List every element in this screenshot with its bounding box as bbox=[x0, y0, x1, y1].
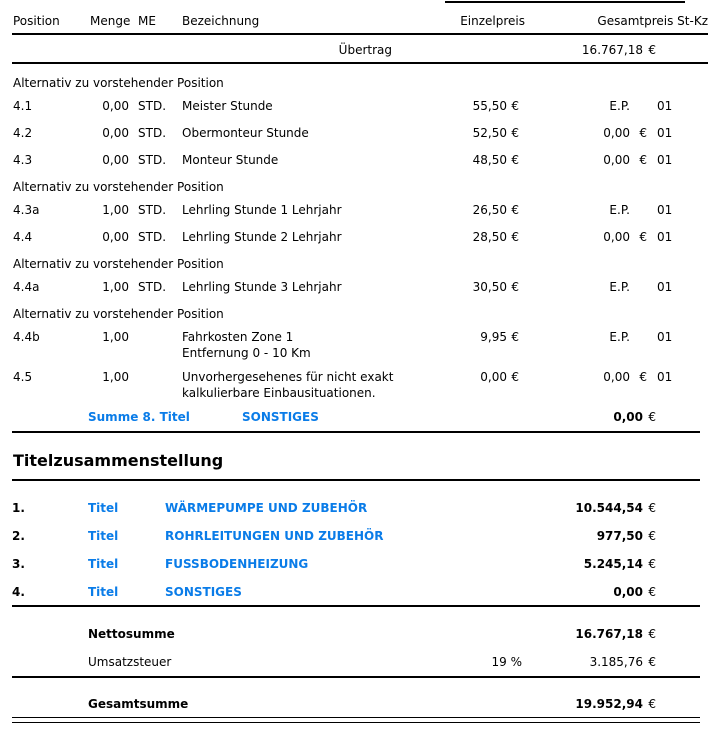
grand-total-currency: € bbox=[648, 697, 656, 711]
net-sum-amount: 16.767,18 bbox=[575, 627, 643, 641]
title-currency: € bbox=[648, 585, 656, 599]
title-summary-row bbox=[12, 556, 708, 572]
vat-amount: 3.185,76 bbox=[589, 655, 643, 669]
tax-code-cell: 01 bbox=[657, 203, 673, 217]
unit-price-currency: € bbox=[511, 280, 519, 294]
description-cell: Monteur Stunde bbox=[182, 153, 279, 167]
grand-total-label: Gesamtsumme bbox=[88, 697, 189, 711]
title-number: 2. bbox=[12, 529, 25, 543]
position-cell: 4.2 bbox=[13, 126, 33, 140]
vat-label: Umsatzsteuer bbox=[88, 655, 172, 669]
unit-cell: STD. bbox=[138, 126, 167, 140]
position-cell: 4.3 bbox=[13, 153, 33, 167]
unit-cell: STD. bbox=[138, 153, 167, 167]
unit-price-cell: 28,50 bbox=[472, 230, 507, 244]
total-price-cell: 0,00 bbox=[603, 370, 630, 384]
section-sum-label: Summe 8. Titel bbox=[88, 410, 190, 424]
title-amount: 977,50 bbox=[596, 529, 643, 543]
net-sum-label: Nettosumme bbox=[88, 627, 175, 641]
group-label: Alternativ zu vorstehender Position bbox=[13, 180, 224, 194]
position-cell: 4.1 bbox=[13, 99, 33, 113]
tax-code-cell: 01 bbox=[657, 153, 673, 167]
description-cell: Meister Stunde bbox=[182, 99, 273, 113]
summary-heading: Titelzusammenstellung bbox=[13, 451, 224, 470]
position-cell: 4.4a bbox=[13, 280, 40, 294]
total-price-cell: 0,00 bbox=[603, 230, 630, 244]
tax-code-cell: 01 bbox=[657, 370, 673, 384]
title-summary-rows bbox=[12, 500, 708, 600]
quantity-cell: 0,00 bbox=[102, 126, 129, 140]
quantity-cell: 1,00 bbox=[102, 280, 129, 294]
divider-line bbox=[12, 676, 700, 678]
unit-price-currency: € bbox=[511, 230, 519, 244]
section-sum-title: SONSTIGES bbox=[242, 410, 319, 424]
title-amount: 10.544,54 bbox=[575, 501, 643, 515]
title-label: Titel bbox=[88, 557, 119, 571]
invoice-content bbox=[12, 0, 708, 723]
quantity-cell: 1,00 bbox=[102, 330, 129, 344]
header-me: ME bbox=[138, 14, 156, 28]
total-price-currency: € bbox=[639, 153, 647, 167]
group-label-row bbox=[12, 256, 708, 272]
header-menge: Menge bbox=[90, 14, 131, 28]
title-label: Titel bbox=[88, 529, 119, 543]
quantity-cell: 0,00 bbox=[102, 230, 129, 244]
carryover-row bbox=[12, 35, 708, 64]
section-sum-currency: € bbox=[648, 410, 656, 424]
divider-line bbox=[12, 479, 700, 481]
carryover-currency: € bbox=[648, 42, 656, 57]
unit-cell: STD. bbox=[138, 203, 167, 217]
header-position: Position bbox=[13, 14, 60, 28]
section-sum-row bbox=[12, 409, 708, 425]
unit-price-cell: 48,50 bbox=[472, 153, 507, 167]
table-row bbox=[12, 98, 708, 114]
total-price-cell: E.P. bbox=[609, 330, 630, 344]
table-row bbox=[12, 329, 708, 361]
title-label: Titel bbox=[88, 501, 119, 515]
title-amount: 0,00 bbox=[613, 585, 643, 599]
tax-code-cell: 01 bbox=[657, 126, 673, 140]
vat-row bbox=[12, 654, 708, 670]
grand-total-row bbox=[12, 696, 708, 712]
tax-code-cell: 01 bbox=[657, 330, 673, 344]
title-amount: 5.245,14 bbox=[583, 557, 643, 571]
quantity-cell: 1,00 bbox=[102, 370, 129, 384]
unit-price-currency: € bbox=[511, 126, 519, 140]
group-label: Alternativ zu vorstehender Position bbox=[13, 257, 224, 271]
position-cell: 4.5 bbox=[13, 370, 33, 384]
description-cell: Obermonteur Stunde bbox=[182, 126, 309, 140]
title-currency: € bbox=[648, 529, 656, 543]
unit-price-cell: 30,50 bbox=[472, 280, 507, 294]
title-name: ROHRLEITUNGEN UND ZUBEHÖR bbox=[165, 529, 384, 543]
title-number: 3. bbox=[12, 557, 25, 571]
unit-price-currency: € bbox=[511, 153, 519, 167]
unit-price-currency: € bbox=[511, 203, 519, 217]
table-row bbox=[12, 279, 708, 295]
group-label-row bbox=[12, 306, 708, 322]
unit-cell: STD. bbox=[138, 99, 167, 113]
position-cell: 4.4 bbox=[13, 230, 33, 244]
table-row bbox=[12, 152, 708, 168]
grand-total-amount: 19.952,94 bbox=[575, 697, 643, 711]
title-name: WÄRMEPUMPE UND ZUBEHÖR bbox=[165, 501, 368, 515]
position-cell: 4.3a bbox=[13, 203, 40, 217]
table-row bbox=[12, 229, 708, 245]
carryover-amount: 16.767,18 bbox=[581, 42, 643, 57]
total-price-currency: € bbox=[639, 370, 647, 384]
position-cell: 4.4b bbox=[13, 330, 40, 344]
total-price-cell: E.P. bbox=[609, 280, 630, 294]
quantity-cell: 1,00 bbox=[102, 203, 129, 217]
group-label: Alternativ zu vorstehender Position bbox=[13, 76, 224, 90]
unit-price-cell: 26,50 bbox=[472, 203, 507, 217]
carryover-label: Übertrag bbox=[338, 42, 392, 57]
total-price-currency: € bbox=[639, 230, 647, 244]
title-currency: € bbox=[648, 557, 656, 571]
description-cell: Fahrkosten Zone 1 Entfernung 0 - 10 Km bbox=[182, 330, 311, 360]
vat-rate: 19 % bbox=[491, 655, 522, 669]
header-bezeichnung: Bezeichnung bbox=[182, 14, 260, 28]
title-number: 4. bbox=[12, 585, 25, 599]
tax-code-cell: 01 bbox=[657, 280, 673, 294]
title-summary-row bbox=[12, 584, 708, 600]
group-label-row bbox=[12, 179, 708, 195]
table-row bbox=[12, 125, 708, 141]
title-summary-row bbox=[12, 528, 708, 544]
header-einzelpreis: Einzelpreis bbox=[460, 14, 525, 28]
unit-cell: STD. bbox=[138, 280, 167, 294]
total-price-cell: E.P. bbox=[609, 203, 630, 217]
title-name: SONSTIGES bbox=[165, 585, 242, 599]
table-body bbox=[12, 75, 708, 401]
section-sum-labels bbox=[88, 409, 432, 425]
double-divider-line bbox=[12, 717, 700, 723]
total-price-cell: E.P. bbox=[609, 99, 630, 113]
table-header bbox=[12, 0, 708, 35]
title-summary-row bbox=[12, 500, 708, 516]
unit-price-currency: € bbox=[511, 330, 519, 344]
total-price-cell: 0,00 bbox=[603, 126, 630, 140]
description-cell: Unvorhergesehenes für nicht exakt kalkulierbare Einbausituationen. bbox=[182, 370, 394, 400]
tax-code-cell: 01 bbox=[657, 230, 673, 244]
unit-cell: STD. bbox=[138, 230, 167, 244]
group-label-row bbox=[12, 75, 708, 91]
title-number: 1. bbox=[12, 501, 25, 515]
description-cell: Lehrling Stunde 3 Lehrjahr bbox=[182, 280, 342, 294]
section-sum-amount: 0,00 bbox=[613, 410, 643, 424]
title-currency: € bbox=[648, 501, 656, 515]
unit-price-currency: € bbox=[511, 370, 519, 384]
quantity-cell: 0,00 bbox=[102, 99, 129, 113]
total-price-cell: 0,00 bbox=[603, 153, 630, 167]
unit-price-cell: 55,50 bbox=[472, 99, 507, 113]
group-label: Alternativ zu vorstehender Position bbox=[13, 307, 224, 321]
header-gesamtpreis-stkz: Gesamtpreis St-Kz bbox=[597, 14, 708, 28]
net-sum-row bbox=[12, 626, 708, 642]
quantity-cell: 0,00 bbox=[102, 153, 129, 167]
unit-price-cell: 52,50 bbox=[472, 126, 507, 140]
unit-price-cell: 9,95 bbox=[480, 330, 507, 344]
title-label: Titel bbox=[88, 585, 119, 599]
divider-line bbox=[12, 605, 700, 607]
description-cell: Lehrling Stunde 2 Lehrjahr bbox=[182, 230, 342, 244]
table-row bbox=[12, 202, 708, 218]
total-price-currency: € bbox=[639, 126, 647, 140]
unit-price-cell: 0,00 bbox=[480, 370, 507, 384]
divider-line bbox=[12, 431, 700, 433]
net-sum-currency: € bbox=[648, 627, 656, 641]
description-cell: Lehrling Stunde 1 Lehrjahr bbox=[182, 203, 342, 217]
vat-currency: € bbox=[648, 655, 656, 669]
title-name: FUSSBODENHEIZUNG bbox=[165, 557, 309, 571]
tax-code-cell: 01 bbox=[657, 99, 673, 113]
unit-price-currency: € bbox=[511, 99, 519, 113]
table-row bbox=[12, 369, 708, 401]
